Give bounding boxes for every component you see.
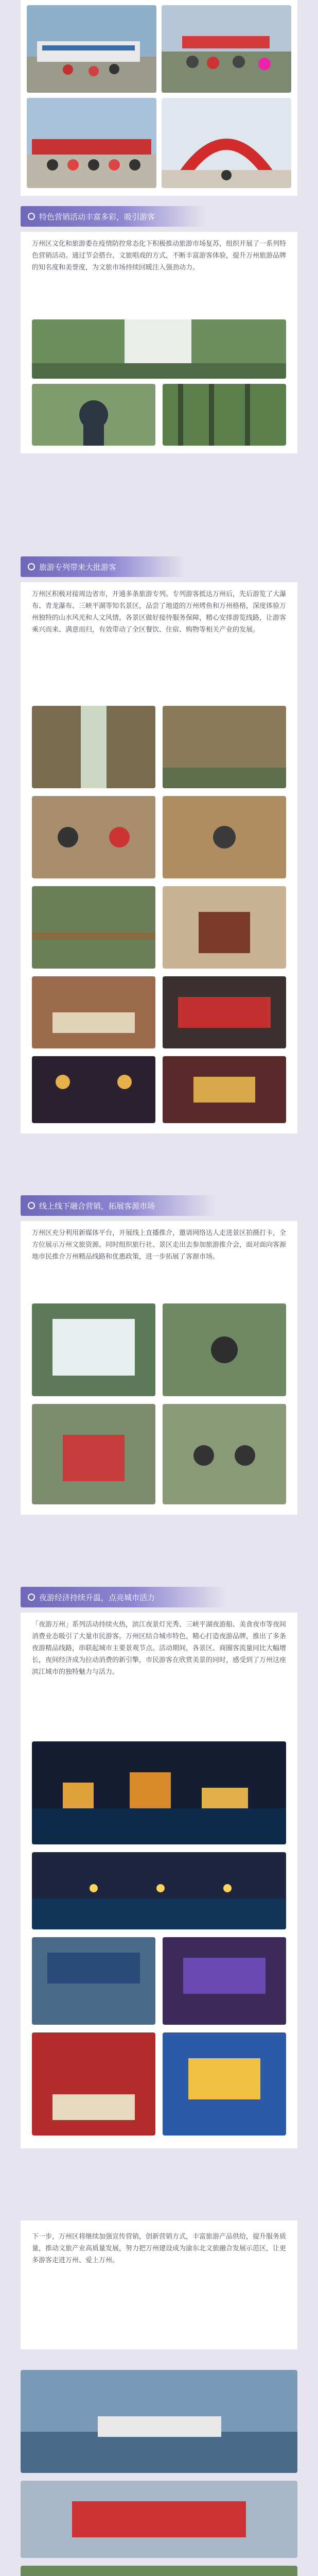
photo-launch-event bbox=[163, 2032, 286, 2136]
photo-cliff bbox=[163, 706, 286, 788]
photo-conference bbox=[32, 1937, 155, 2025]
photo-boat-crowd bbox=[21, 2481, 297, 2558]
photo-train-arrival bbox=[27, 5, 156, 93]
photo-welcome-crowd bbox=[162, 5, 291, 93]
section-body: 万州区积极对接周边省市，开通多条旅游专列。专列游客抵达万州后，先后游览了大瀑布、青龙瀑布、三峡平湖等知名景区，品尝了地道的万州烤鱼和万州格格，深度体验万州独特的山水风光和人文风情。各景区做好接待服务保障，精心安排游览线路，让游客乘兴而来、满意而归，有效带动了全区餐饮、住宿、购物等相关产业的发展。 bbox=[32, 590, 287, 634]
section-heading-4 bbox=[21, 1587, 226, 1607]
photo-grand-waterfall bbox=[32, 1303, 155, 1396]
photo-red-arch bbox=[162, 98, 291, 188]
circle-icon bbox=[28, 1202, 35, 1209]
circle-icon bbox=[28, 1594, 35, 1601]
section-body: 万州区充分利用新媒体平台，开展线上直播推介，邀请网络达人走进景区拍摄打卡，全方位展示万州文旅资源。同时组织旅行社、景区走出去参加旅游推介会，面对面向客源地市民推介万州精品线路和优惠政策，进一步拓展了客源市场。 bbox=[32, 1229, 287, 1261]
section-heading-3 bbox=[21, 1195, 216, 1216]
photo-forest bbox=[163, 384, 286, 446]
section-title: 夜游经济持续升温，点亮城市活力 bbox=[39, 1592, 155, 1602]
section-title: 特色营销活动丰富多彩，吸引游客 bbox=[39, 212, 155, 222]
photo-signing-ceremony bbox=[32, 2032, 155, 2136]
photo-media-group bbox=[163, 1404, 286, 1504]
photo-live-stream bbox=[163, 1303, 286, 1396]
photo-waterfall-view bbox=[32, 319, 286, 379]
photo-promotion-booth bbox=[32, 1404, 155, 1504]
photo-group-flag bbox=[21, 2566, 297, 2576]
photo-platform-group bbox=[27, 98, 156, 188]
photo-gorge bbox=[32, 706, 155, 788]
photo-shopping bbox=[163, 976, 286, 1048]
photo-dining bbox=[32, 976, 155, 1048]
photo-night-city bbox=[32, 1741, 286, 1844]
circle-icon bbox=[28, 213, 35, 220]
section-body: 万州区文化和旅游委在疫情防控常态化下积极推动旅游市场复苏，组织开展了一系列特色营销活动。通过节会搭台、文旅唱戏的方式，不断丰富游客体验，提升万州旅游品牌的知名度和美誉度，为文旅市场持续回暖注入强劲动力。 bbox=[32, 240, 287, 272]
photo-photographer bbox=[32, 384, 155, 446]
photo-pavilion bbox=[163, 886, 286, 969]
closing-body: 下一步，万州区将继续加强宣传营销，创新营销方式，丰富旅游产品供给，提升服务质量，推动文旅产业高质量发展，努力把万州建设成为渝东北文旅融合发展示范区，让更多游客走进万州、爱上万州。 bbox=[32, 2233, 287, 2264]
photo-riverside-lights bbox=[32, 1852, 286, 1929]
photo-souvenir bbox=[163, 1056, 286, 1123]
section-heading-2 bbox=[21, 556, 185, 577]
circle-icon bbox=[28, 563, 35, 570]
photo-stage-event bbox=[163, 1937, 286, 2025]
photo-plank-road bbox=[32, 886, 155, 969]
section-heading-1 bbox=[21, 206, 206, 227]
section-title: 线上线下融合营销，拓展客源市场 bbox=[39, 1201, 155, 1211]
photo-river-cruise bbox=[21, 2370, 297, 2473]
photo-tour-guide bbox=[163, 796, 286, 878]
photo-night-street bbox=[32, 1056, 155, 1123]
section-body: 「夜游万州」系列活动持续火热，滨江夜景灯光秀、三峡平湖夜游船、美食夜市等夜间消费业态吸引了大量市民游客。万州区结合城市特色，精心打造夜游品牌，推出了多条夜游精品线路，串联起城市主要景观节点。活动期间，各景区、商圈客流量同比大幅增长，夜间经济成为拉动消费的新引擎，市民游客在欣赏美景的同时，感受到了万州这座滨江城市的独特魅力与活力。 bbox=[32, 1621, 287, 1676]
photo-tourists bbox=[32, 796, 155, 878]
section-title: 旅游专列带来大批游客 bbox=[39, 562, 117, 572]
